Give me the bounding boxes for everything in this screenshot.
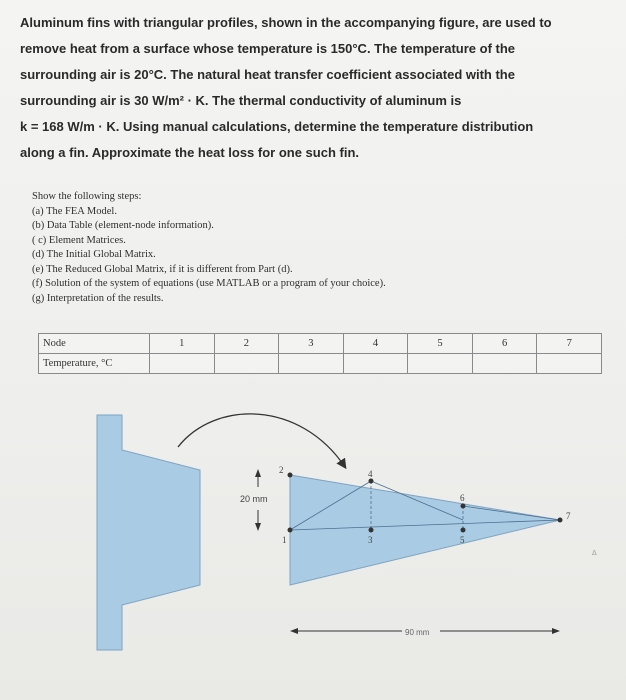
temperature-cell[interactable] [150, 354, 215, 374]
node-point [558, 518, 563, 523]
temperature-cell[interactable] [537, 354, 602, 374]
problem-statement [20, 10, 610, 166]
node-number-cell: 6 [472, 334, 537, 354]
temperature-cell[interactable] [214, 354, 279, 374]
row-header-node: Node [39, 334, 150, 354]
step-item: (a) The FEA Model. [32, 205, 117, 217]
steps-list [32, 190, 386, 306]
arrow-up-icon [255, 469, 261, 477]
step-item: (d) The Initial Global Matrix. [32, 249, 156, 260]
temperature-cell[interactable] [279, 354, 344, 374]
node-point [288, 473, 293, 478]
node-label: 7 [566, 511, 571, 521]
problem-line: k = 168 W/m · K. Using manual calculations, determine the temperature distribution [20, 119, 534, 134]
node-label: 5 [460, 535, 465, 545]
node-label: 6 [460, 493, 465, 503]
fin-figure [0, 395, 626, 695]
arrow-right-icon [552, 628, 560, 634]
triangular-fin-element [290, 475, 560, 585]
problem-line: remove heat from a surface whose temperature is 150°C. The temperature of the [20, 41, 516, 56]
node-number-cell: 3 [279, 334, 344, 354]
wall-with-fins [97, 415, 200, 650]
side-mark: Δ [592, 550, 597, 557]
node-point [369, 528, 374, 533]
temperature-cell[interactable] [472, 354, 537, 374]
height-label: 20 mm [240, 494, 268, 504]
problem-line: along a fin. Approximate the heat loss for one such fin. [20, 145, 360, 160]
node-number-cell: 7 [537, 334, 602, 354]
step-item: ( c) Element Matrices. [32, 234, 126, 246]
node-point [461, 504, 466, 509]
zoom-arrow [178, 414, 345, 467]
steps-title: Show the following steps: [32, 191, 142, 202]
step-item: (g) Interpretation of the results. [32, 292, 164, 304]
table-row [39, 334, 602, 354]
node-number-cell: 2 [214, 334, 279, 354]
node-temperature-table [38, 333, 602, 374]
step-item: (f) Solution of the system of equations (use MATLAB or a program of your choice). [32, 278, 386, 289]
node-label: 1 [282, 535, 287, 545]
table-row [39, 354, 602, 374]
node-number-cell: 4 [343, 334, 408, 354]
problem-line: surrounding air is 20°C. The natural heat transfer coefficient associated with the [20, 67, 515, 82]
node-point [461, 528, 466, 533]
node-number-cell: 1 [150, 334, 215, 354]
temperature-cell[interactable] [408, 354, 473, 374]
node-label: 3 [368, 535, 373, 545]
row-header-temperature: Temperature, °C [39, 354, 150, 374]
problem-line: Aluminum fins with triangular profiles, shown in the accompanying figure, are used to [20, 15, 552, 30]
length-label: 90 mm [405, 628, 430, 637]
arrow-left-icon [290, 628, 298, 634]
step-item: (b) Data Table (element-node information). [32, 220, 214, 231]
temperature-cell[interactable] [343, 354, 408, 374]
node-number-cell: 5 [408, 334, 473, 354]
node-point [369, 479, 374, 484]
node-label: 2 [279, 465, 284, 475]
problem-line: surrounding air is 30 W/m² · K. The thermal conductivity of aluminum is [20, 93, 462, 108]
arrow-down-icon [255, 523, 261, 531]
node-point [288, 528, 293, 533]
node-label: 4 [368, 469, 373, 479]
step-item: (e) The Reduced Global Matrix, if it is different from Part (d). [32, 263, 293, 275]
